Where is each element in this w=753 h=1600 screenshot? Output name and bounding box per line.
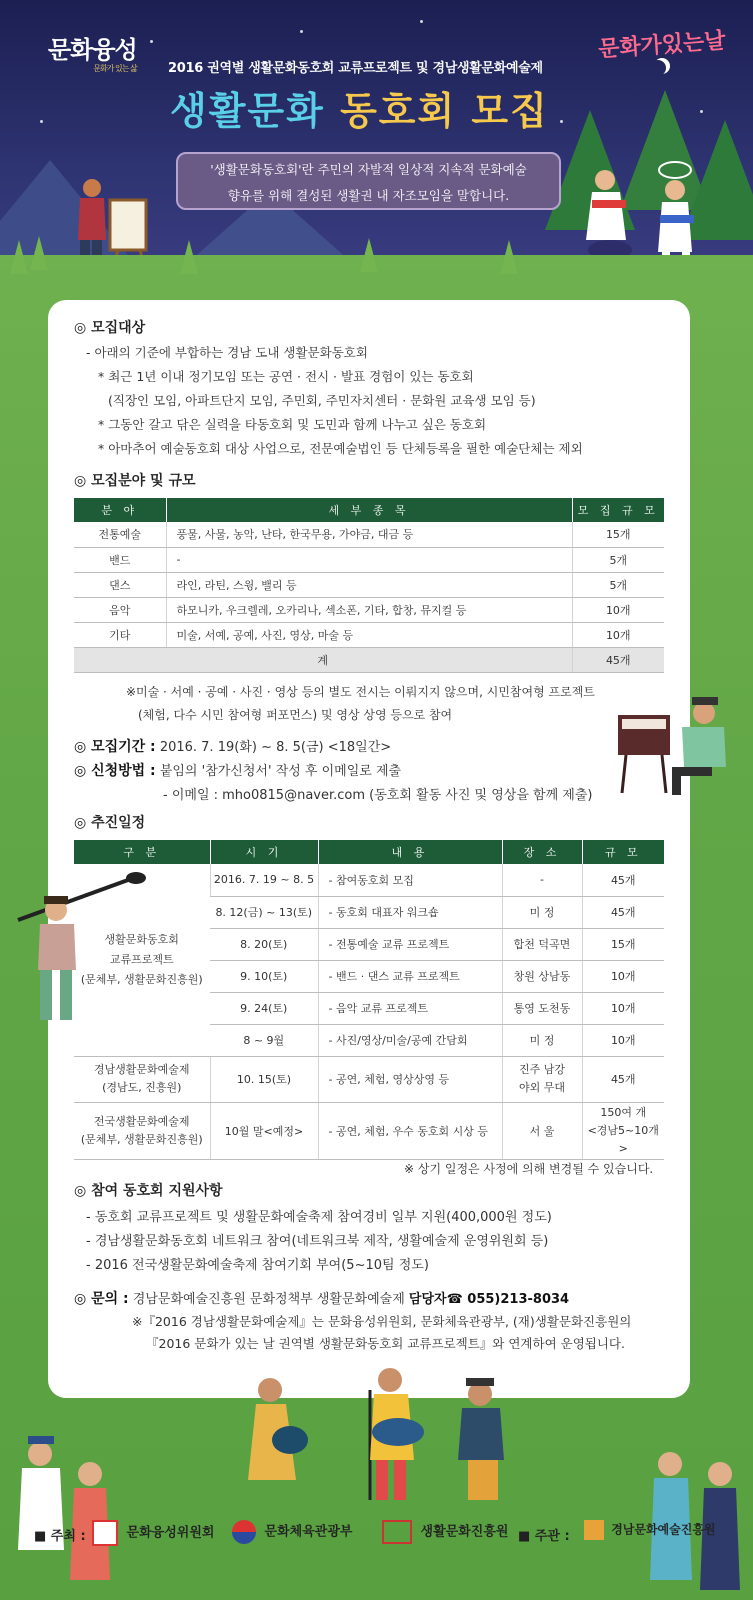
schedule-scale: 45개 — [582, 896, 664, 928]
total-value: 45개 — [572, 647, 664, 672]
schedule-scale: 45개 — [582, 1056, 664, 1102]
schedule-place — [502, 1056, 582, 1102]
field-detail: 라인, 라틴, 스윙, 밸리 등 — [166, 572, 572, 597]
definition-banner — [176, 152, 561, 210]
moon-icon — [650, 60, 666, 76]
organizer-label: ■ 주관 : — [518, 1529, 570, 1544]
section-heading-support: ◎ 참여 동호회 지원사항 — [74, 1183, 223, 1199]
group-line: (문체부, 생활문화진흥원) — [80, 972, 203, 986]
band-illustration — [230, 1360, 540, 1510]
organizer-logo — [584, 1520, 716, 1540]
field-name: 댄스 — [74, 572, 166, 597]
foundation-logo — [382, 1520, 508, 1544]
group-line: 교류프로젝트 — [109, 952, 174, 966]
field-scale: 5개 — [572, 572, 664, 597]
period-value: 2016. 7. 19(화) ~ 8. 5(금) <18일간> — [159, 740, 392, 755]
field-name: 밴드 — [74, 547, 166, 572]
contact-line — [74, 1288, 569, 1308]
field-scale: 5개 — [572, 547, 664, 572]
schedule-table — [74, 840, 664, 1160]
schedule-content: - 밴드 · 댄스 교류 프로젝트 — [318, 960, 502, 992]
apply-email: - 이메일 : mho0815@naver.com (동호회 활동 사진 및 영상을 함께 제출) — [163, 788, 593, 803]
banner-line-1: '생활문화동호회'란 주민의 자발적 일상적 지속적 문화예술 — [210, 162, 527, 177]
total-label: 계 — [74, 647, 572, 672]
target-line: - 아래의 기준에 부합하는 경남 도내 생활문화동호회 — [86, 345, 368, 360]
apply-line — [74, 760, 401, 780]
schedule-content: - 공연, 체험, 우수 동호회 시상 등 — [318, 1102, 502, 1159]
field-scale: 15개 — [572, 522, 664, 547]
grass-decoration — [180, 240, 198, 274]
host-name: 생활문화진흥원 — [420, 1524, 509, 1540]
schedule-date: 8. 12(금) ~ 13(토) — [210, 896, 318, 928]
scale-line: 150여 개 — [600, 1105, 647, 1119]
field-name: 전통예술 — [74, 522, 166, 547]
host-label: ■ 주최 : — [34, 1529, 86, 1544]
support-line: - 동호회 교류프로젝트 및 생활문화예술축제 참여경비 일부 지원(400,000원 정도) — [86, 1210, 552, 1225]
section-heading-schedule: ◎ 추진일정 — [74, 815, 146, 831]
contact-label: ◎ 문의 : — [74, 1291, 129, 1307]
schedule-place: 미 정 — [502, 896, 582, 928]
table-header-row — [74, 498, 664, 522]
field-scale: 10개 — [572, 597, 664, 622]
group-line: (문체부, 생활문화진흥원) — [80, 1132, 203, 1146]
grass-decoration — [360, 238, 378, 272]
table-row — [74, 622, 664, 647]
title-part-2: 동호회 모집 — [340, 89, 549, 133]
support-line: - 경남생활문화동호회 네트워크 참여(네트워크북 제작, 생활예술제 운영위원회 등) — [86, 1234, 549, 1249]
place-line: 진주 남강 — [518, 1063, 565, 1076]
schedule-content: - 음악 교류 프로젝트 — [318, 992, 502, 1024]
organizer-icon — [584, 1520, 604, 1540]
photographer-illustration — [8, 870, 158, 1030]
grass-decoration — [30, 236, 48, 270]
table-row — [74, 572, 664, 597]
field-name: 음악 — [74, 597, 166, 622]
host-name: 문화체육관광부 — [264, 1524, 353, 1540]
field-name: 기타 — [74, 622, 166, 647]
page-subtitle: 2016 권역별 생활문화동호회 교류프로젝트 및 경남생활문화예술제 — [168, 61, 543, 76]
target-line: * 최근 1년 이내 정기모임 또는 공연 · 전시 · 발표 경험이 있는 동호회 — [98, 369, 474, 384]
logo-culture-prosperity — [48, 30, 137, 74]
schedule-content: - 동호회 대표자 워크숍 — [318, 896, 502, 928]
contact-note: ※『2016 경남생활문화예술제』는 문화융성위원회, 문화체육관광부, (재)생활문화진흥원의 — [132, 1314, 632, 1329]
group-line: 경남생활문화예술제 — [93, 1063, 190, 1076]
table-row — [74, 547, 664, 572]
schedule-place: 서 울 — [502, 1102, 582, 1159]
table-header-cell: 분 야 — [74, 498, 166, 522]
schedule-date: 8. 20(토) — [210, 928, 318, 960]
table-header-cell: 장 소 — [502, 840, 582, 864]
group-line: 생활문화동호회 — [104, 932, 179, 946]
pianist-illustration — [612, 695, 732, 805]
field-detail: - — [166, 547, 572, 572]
table-header-cell: 모 집 규 모 — [572, 498, 664, 522]
schedule-content: - 참여동호회 모집 — [318, 864, 502, 896]
field-detail: 풍물, 사물, 농악, 난타, 한국무용, 가야금, 대금 등 — [166, 522, 572, 547]
table-row — [74, 1102, 664, 1159]
section-heading-fields: ◎ 모집분야 및 규모 — [74, 473, 196, 489]
spectators-illustration — [10, 1430, 130, 1600]
committee-logo — [92, 1520, 214, 1546]
schedule-scale: 10개 — [582, 992, 664, 1024]
page-title — [170, 80, 549, 135]
table-row — [74, 1056, 664, 1102]
schedule-scale: 10개 — [582, 960, 664, 992]
apply-value: 붙임의 '참가신청서' 작성 후 이메일로 제출 — [159, 764, 402, 779]
schedule-scale: 45개 — [582, 864, 664, 896]
schedule-place: 창원 상남동 — [502, 960, 582, 992]
committee-icon — [92, 1520, 118, 1546]
photo-taker-illustration — [630, 1430, 750, 1600]
logo-culture-day: 문화가있는날 — [597, 28, 727, 63]
schedule-place: 미 정 — [502, 1024, 582, 1056]
schedule-content: - 공연, 체험, 영상상영 등 — [318, 1056, 502, 1102]
schedule-date: 9. 24(토) — [210, 992, 318, 1024]
contact-note: 『2016 문화가 있는 날 권역별 생활문화동호회 교류프로젝트』와 연계하여 운영됩니다. — [146, 1336, 625, 1351]
table-header-cell: 규 모 — [582, 840, 664, 864]
building-icon — [382, 1520, 412, 1544]
schedule-date: 2016. 7. 19 ~ 8. 5 — [210, 864, 318, 896]
support-line: - 2016 전국생활문화예술축제 참여기회 부여(5~10팀 정도) — [86, 1258, 429, 1273]
logo-left-tag: 문화가 있는 삶 — [93, 64, 137, 73]
logo-left-text: 문화융성 — [48, 36, 137, 64]
star-decoration — [40, 120, 43, 123]
schedule-group-cell — [74, 1056, 210, 1102]
schedule-date: 9. 10(토) — [210, 960, 318, 992]
star-decoration — [300, 30, 303, 33]
taegeuk-icon — [232, 1520, 256, 1544]
field-detail: 미술, 서예, 공예, 사진, 영상, 마술 등 — [166, 622, 572, 647]
fields-table — [74, 498, 664, 673]
schedule-scale: 15개 — [582, 928, 664, 960]
table-header-cell: 내 용 — [318, 840, 502, 864]
table-row — [74, 597, 664, 622]
ministry-logo — [232, 1520, 352, 1544]
target-line: * 그동안 갈고 닦은 실력을 타동호회 및 도민과 함께 나누고 싶은 동호회 — [98, 417, 487, 432]
fields-note: ※미술 · 서예 · 공예 · 사진 · 영상 등의 별도 전시는 이뤄지지 않으며, 시민참여형 프로젝트 — [126, 685, 595, 699]
schedule-place: 통영 도천동 — [502, 992, 582, 1024]
table-row — [74, 864, 664, 896]
field-scale: 10개 — [572, 622, 664, 647]
table-header-row — [74, 840, 664, 864]
scale-line: <경남5~10개> — [587, 1123, 659, 1155]
schedule-date: 10월 말<예정> — [210, 1102, 318, 1159]
schedule-content: - 전통예술 교류 프로젝트 — [318, 928, 502, 960]
schedule-place: - — [502, 864, 582, 896]
host-name: 문화융성위원회 — [126, 1525, 215, 1541]
target-line: (직장인 모임, 아파트단지 모임, 주민회, 주민자치센터 · 문화원 교육생 모임 등) — [108, 393, 536, 408]
schedule-group-cell — [74, 1102, 210, 1159]
table-header-cell: 세 부 종 목 — [166, 498, 572, 522]
organizer-name: 경남문화예술진흥원 — [611, 1522, 716, 1537]
table-header-cell: 시 기 — [210, 840, 318, 864]
apply-label: ◎ 신청방법 : — [74, 763, 156, 779]
grass-decoration — [500, 240, 518, 274]
title-part-1: 생활문화 — [170, 89, 325, 133]
group-line: (경남도, 진흥원) — [102, 1081, 182, 1094]
field-detail: 하모니카, 우크렐레, 오카리나, 섹소폰, 기타, 합창, 뮤지컬 등 — [166, 597, 572, 622]
schedule-scale: 10개 — [582, 1024, 664, 1056]
schedule-scale — [582, 1102, 664, 1159]
place-line: 야외 무대 — [518, 1081, 565, 1094]
table-total-row — [74, 647, 664, 672]
target-line: * 아마추어 예술동호회 대상 사업으로, 전문예술법인 등 단체등록을 필한 예술단체는 제외 — [98, 441, 583, 456]
contact-person: 담당자☎ 055)213-8034 — [408, 1292, 570, 1307]
schedule-date: 10. 15(토) — [210, 1056, 318, 1102]
fields-note: (체험, 다수 시민 참여형 퍼포먼스) 및 영상 상영 등으로 참여 — [138, 708, 453, 722]
period-line — [74, 736, 391, 756]
star-decoration — [420, 20, 423, 23]
contact-org: 경남문화예술진흥원 문화정책부 생활문화예술제 — [132, 1292, 405, 1307]
schedule-date: 8 ~ 9월 — [210, 1024, 318, 1056]
schedule-content: - 사진/영상/미술/공예 간담회 — [318, 1024, 502, 1056]
group-line: 전국생활문화예술제 — [93, 1114, 190, 1128]
schedule-place: 합천 덕곡면 — [502, 928, 582, 960]
grass-decoration — [10, 240, 28, 274]
schedule-note: ※ 상기 일정은 사정에 의해 변경될 수 있습니다. — [404, 1162, 654, 1176]
period-label: ◎ 모집기간 : — [74, 739, 156, 755]
section-heading-target: ◎ 모집대상 — [74, 320, 146, 336]
table-row — [74, 522, 664, 547]
table-header-cell: 구 분 — [74, 840, 210, 864]
banner-line-2: 향유를 위해 결성된 생활권 내 자조모임을 말합니다. — [227, 188, 510, 203]
star-decoration — [150, 40, 153, 43]
